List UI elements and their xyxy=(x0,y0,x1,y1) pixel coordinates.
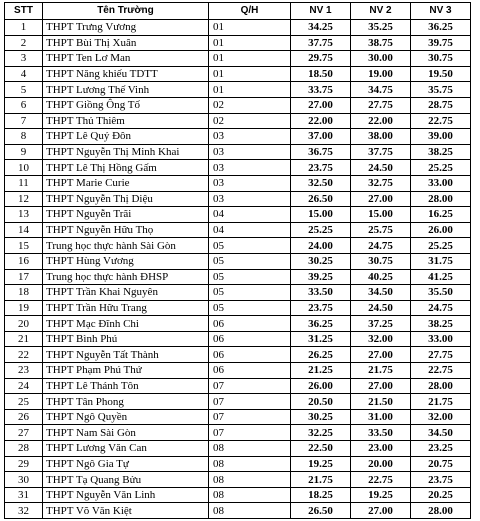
cell-stt: 21 xyxy=(5,331,43,347)
cell-school-name: THPT Trần Khai Nguyên xyxy=(43,285,209,301)
cell-nv2: 27.00 xyxy=(351,503,411,519)
cell-nv1: 33.75 xyxy=(291,82,351,98)
cell-nv2: 30.00 xyxy=(351,51,411,67)
cell-nv2: 33.50 xyxy=(351,425,411,441)
cell-district: 08 xyxy=(209,472,291,488)
cell-stt: 24 xyxy=(5,378,43,394)
cell-nv2: 31.00 xyxy=(351,409,411,425)
table-row xyxy=(5,253,471,269)
cell-district: 03 xyxy=(209,160,291,176)
cell-nv1: 25.25 xyxy=(291,222,351,238)
cell-nv1: 21.75 xyxy=(291,472,351,488)
cell-school-name: THPT Marie Curie xyxy=(43,175,209,191)
cell-nv3: 39.75 xyxy=(411,35,471,51)
cell-school-name: THPT Nguyễn Thị Diệu xyxy=(43,191,209,207)
cell-stt: 4 xyxy=(5,66,43,82)
cell-nv1: 36.25 xyxy=(291,316,351,332)
cell-nv2: 24.75 xyxy=(351,238,411,254)
cell-district: 02 xyxy=(209,113,291,129)
cell-nv1: 36.75 xyxy=(291,144,351,160)
cell-district: 01 xyxy=(209,82,291,98)
cell-stt: 26 xyxy=(5,409,43,425)
table-row xyxy=(5,472,471,488)
cell-stt: 1 xyxy=(5,20,43,36)
cell-district: 06 xyxy=(209,363,291,379)
cell-school-name: THPT Trần Hữu Trang xyxy=(43,300,209,316)
cell-nv3: 19.50 xyxy=(411,66,471,82)
cell-district: 05 xyxy=(209,253,291,269)
cell-nv2: 32.00 xyxy=(351,331,411,347)
table-row xyxy=(5,191,471,207)
cell-nv3: 39.00 xyxy=(411,129,471,145)
table-row xyxy=(5,503,471,519)
cell-district: 07 xyxy=(209,409,291,425)
cell-district: 07 xyxy=(209,394,291,410)
cell-district: 04 xyxy=(209,207,291,223)
cell-nv2: 15.00 xyxy=(351,207,411,223)
cell-nv3: 33.00 xyxy=(411,175,471,191)
table-row xyxy=(5,409,471,425)
cell-stt: 5 xyxy=(5,82,43,98)
cell-school-name: THPT Nam Sài Gòn xyxy=(43,425,209,441)
cell-nv2: 27.75 xyxy=(351,97,411,113)
cell-nv2: 27.00 xyxy=(351,378,411,394)
cell-stt: 22 xyxy=(5,347,43,363)
cell-nv2: 22.00 xyxy=(351,113,411,129)
cell-nv1: 26.00 xyxy=(291,378,351,394)
table-row xyxy=(5,144,471,160)
cell-nv3: 16.25 xyxy=(411,207,471,223)
cell-nv1: 29.75 xyxy=(291,51,351,67)
cell-stt: 11 xyxy=(5,175,43,191)
cell-stt: 14 xyxy=(5,222,43,238)
cell-nv3: 20.75 xyxy=(411,456,471,472)
table-row xyxy=(5,394,471,410)
cell-school-name: Trung học thực hành ĐHSP xyxy=(43,269,209,285)
cell-district: 07 xyxy=(209,425,291,441)
cell-district: 08 xyxy=(209,487,291,503)
cell-nv3: 35.75 xyxy=(411,82,471,98)
cell-stt: 6 xyxy=(5,97,43,113)
table-row xyxy=(5,285,471,301)
table-row xyxy=(5,363,471,379)
table-row xyxy=(5,269,471,285)
cell-stt: 9 xyxy=(5,144,43,160)
cell-nv3: 23.25 xyxy=(411,441,471,457)
table-row xyxy=(5,113,471,129)
cell-school-name: THPT Phạm Phú Thứ xyxy=(43,363,209,379)
cell-nv2: 27.00 xyxy=(351,191,411,207)
header-stt: STT xyxy=(5,3,43,20)
cell-district: 04 xyxy=(209,222,291,238)
cell-school-name: THPT Tạ Quang Bửu xyxy=(43,472,209,488)
cell-stt: 18 xyxy=(5,285,43,301)
cell-nv3: 30.75 xyxy=(411,51,471,67)
cell-nv1: 19.25 xyxy=(291,456,351,472)
table-row xyxy=(5,207,471,223)
cell-nv2: 30.75 xyxy=(351,253,411,269)
cell-school-name: THPT Lê Thị Hồng Gấm xyxy=(43,160,209,176)
cell-stt: 19 xyxy=(5,300,43,316)
cell-nv3: 23.75 xyxy=(411,472,471,488)
cell-school-name: THPT Lê Quý Đôn xyxy=(43,129,209,145)
cell-nv2: 24.50 xyxy=(351,160,411,176)
cell-district: 02 xyxy=(209,97,291,113)
cell-district: 05 xyxy=(209,300,291,316)
cell-nv3: 28.00 xyxy=(411,191,471,207)
cell-nv3: 25.25 xyxy=(411,238,471,254)
cell-stt: 28 xyxy=(5,441,43,457)
cell-nv3: 38.25 xyxy=(411,144,471,160)
cell-nv1: 26.25 xyxy=(291,347,351,363)
cell-school-name: THPT Hùng Vương xyxy=(43,253,209,269)
cell-stt: 10 xyxy=(5,160,43,176)
cell-nv3: 28.00 xyxy=(411,503,471,519)
cell-nv2: 34.75 xyxy=(351,82,411,98)
cell-nv2: 38.00 xyxy=(351,129,411,145)
cell-district: 01 xyxy=(209,51,291,67)
cell-nv1: 22.00 xyxy=(291,113,351,129)
cell-stt: 16 xyxy=(5,253,43,269)
cell-school-name: THPT Năng khiếu TDTT xyxy=(43,66,209,82)
cell-nv1: 24.00 xyxy=(291,238,351,254)
cell-school-name: THPT Nguyễn Thị Minh Khai xyxy=(43,144,209,160)
cell-district: 01 xyxy=(209,20,291,36)
table-row xyxy=(5,175,471,191)
cell-district: 08 xyxy=(209,503,291,519)
cell-nv1: 27.00 xyxy=(291,97,351,113)
cell-nv2: 23.00 xyxy=(351,441,411,457)
cell-nv2: 38.75 xyxy=(351,35,411,51)
cell-nv3: 28.75 xyxy=(411,97,471,113)
cell-district: 05 xyxy=(209,269,291,285)
cell-nv3: 27.75 xyxy=(411,347,471,363)
cell-school-name: THPT Nguyễn Tất Thành xyxy=(43,347,209,363)
cell-district: 01 xyxy=(209,35,291,51)
table-row xyxy=(5,456,471,472)
header-school-name: Tên Trường xyxy=(43,3,209,20)
cell-nv1: 37.75 xyxy=(291,35,351,51)
cell-nv1: 39.25 xyxy=(291,269,351,285)
cell-nv3: 21.75 xyxy=(411,394,471,410)
cell-stt: 17 xyxy=(5,269,43,285)
cell-nv2: 24.50 xyxy=(351,300,411,316)
cell-nv1: 15.00 xyxy=(291,207,351,223)
table-row xyxy=(5,51,471,67)
table-row xyxy=(5,160,471,176)
cell-nv3: 26.00 xyxy=(411,222,471,238)
cell-school-name: THPT Ngô Gia Tự xyxy=(43,456,209,472)
cell-nv3: 34.50 xyxy=(411,425,471,441)
cell-school-name: THPT Giồng Ông Tố xyxy=(43,97,209,113)
table-body xyxy=(5,20,471,519)
cell-district: 06 xyxy=(209,316,291,332)
cell-nv3: 28.00 xyxy=(411,378,471,394)
cell-nv2: 21.75 xyxy=(351,363,411,379)
cell-nv1: 18.25 xyxy=(291,487,351,503)
cell-nv1: 23.75 xyxy=(291,300,351,316)
cell-district: 03 xyxy=(209,175,291,191)
cell-stt: 30 xyxy=(5,472,43,488)
header-nv1: NV 1 xyxy=(291,3,351,20)
table-row xyxy=(5,82,471,98)
cell-nv1: 18.50 xyxy=(291,66,351,82)
cell-nv1: 32.25 xyxy=(291,425,351,441)
cell-school-name: THPT Ten Lơ Man xyxy=(43,51,209,67)
cell-stt: 31 xyxy=(5,487,43,503)
score-table-container xyxy=(4,2,471,519)
table-row xyxy=(5,378,471,394)
cell-district: 08 xyxy=(209,441,291,457)
cell-school-name: THPT Lương Thế Vinh xyxy=(43,82,209,98)
cell-school-name: THPT Bình Phú xyxy=(43,331,209,347)
table-row xyxy=(5,425,471,441)
table-row xyxy=(5,238,471,254)
cell-stt: 2 xyxy=(5,35,43,51)
cell-nv1: 23.75 xyxy=(291,160,351,176)
cell-nv3: 32.00 xyxy=(411,409,471,425)
cell-school-name: THPT Nguyễn Trãi xyxy=(43,207,209,223)
cell-nv1: 33.50 xyxy=(291,285,351,301)
cell-district: 01 xyxy=(209,66,291,82)
table-row xyxy=(5,20,471,36)
cell-stt: 27 xyxy=(5,425,43,441)
table-row xyxy=(5,35,471,51)
cell-nv3: 31.75 xyxy=(411,253,471,269)
cell-nv3: 38.25 xyxy=(411,316,471,332)
cell-school-name: THPT Võ Văn Kiệt xyxy=(43,503,209,519)
header-row xyxy=(5,3,471,20)
cell-nv2: 34.50 xyxy=(351,285,411,301)
cell-nv3: 24.75 xyxy=(411,300,471,316)
cell-nv2: 20.00 xyxy=(351,456,411,472)
header-nv2: NV 2 xyxy=(351,3,411,20)
cell-nv2: 32.75 xyxy=(351,175,411,191)
cell-stt: 8 xyxy=(5,129,43,145)
cell-nv1: 31.25 xyxy=(291,331,351,347)
cell-nv3: 33.00 xyxy=(411,331,471,347)
cell-nv3: 22.75 xyxy=(411,113,471,129)
cell-school-name: Trung học thực hành Sài Gòn xyxy=(43,238,209,254)
cell-school-name: THPT Bùi Thị Xuân xyxy=(43,35,209,51)
cell-school-name: THPT Trưng Vương xyxy=(43,20,209,36)
cell-nv3: 36.25 xyxy=(411,20,471,36)
cell-district: 06 xyxy=(209,331,291,347)
cell-district: 05 xyxy=(209,238,291,254)
table-row xyxy=(5,66,471,82)
cell-stt: 13 xyxy=(5,207,43,223)
cell-nv2: 37.75 xyxy=(351,144,411,160)
cell-nv2: 19.00 xyxy=(351,66,411,82)
cell-school-name: THPT Tân Phong xyxy=(43,394,209,410)
cell-stt: 7 xyxy=(5,113,43,129)
cell-district: 06 xyxy=(209,347,291,363)
table-row xyxy=(5,347,471,363)
cell-district: 07 xyxy=(209,378,291,394)
cell-district: 03 xyxy=(209,191,291,207)
cell-nv1: 20.50 xyxy=(291,394,351,410)
cell-stt: 15 xyxy=(5,238,43,254)
cell-nv2: 25.75 xyxy=(351,222,411,238)
cell-school-name: THPT Nguyễn Văn Linh xyxy=(43,487,209,503)
cell-nv1: 30.25 xyxy=(291,253,351,269)
cell-nv3: 41.25 xyxy=(411,269,471,285)
cell-school-name: THPT Thủ Thiêm xyxy=(43,113,209,129)
table-row xyxy=(5,222,471,238)
cell-stt: 20 xyxy=(5,316,43,332)
cell-school-name: THPT Lương Văn Can xyxy=(43,441,209,457)
cell-nv2: 27.00 xyxy=(351,347,411,363)
cell-nv3: 20.25 xyxy=(411,487,471,503)
table-row xyxy=(5,97,471,113)
table-row xyxy=(5,487,471,503)
cell-district: 03 xyxy=(209,129,291,145)
cell-nv2: 40.25 xyxy=(351,269,411,285)
cell-district: 03 xyxy=(209,144,291,160)
cell-nv3: 35.50 xyxy=(411,285,471,301)
table-row xyxy=(5,129,471,145)
cell-nv1: 22.50 xyxy=(291,441,351,457)
cell-nv2: 22.75 xyxy=(351,472,411,488)
cell-district: 08 xyxy=(209,456,291,472)
cell-nv3: 25.25 xyxy=(411,160,471,176)
cell-nv2: 19.25 xyxy=(351,487,411,503)
table-row xyxy=(5,331,471,347)
cell-nv2: 35.25 xyxy=(351,20,411,36)
cell-stt: 3 xyxy=(5,51,43,67)
cell-nv2: 37.25 xyxy=(351,316,411,332)
table-row xyxy=(5,316,471,332)
table-row xyxy=(5,441,471,457)
cell-nv2: 21.50 xyxy=(351,394,411,410)
cell-nv3: 22.75 xyxy=(411,363,471,379)
cell-stt: 23 xyxy=(5,363,43,379)
cell-stt: 29 xyxy=(5,456,43,472)
cell-school-name: THPT Nguyễn Hữu Thọ xyxy=(43,222,209,238)
cell-school-name: THPT Mạc Đĩnh Chi xyxy=(43,316,209,332)
header-district: Q/H xyxy=(209,3,291,20)
cell-nv1: 37.00 xyxy=(291,129,351,145)
cell-nv1: 26.50 xyxy=(291,503,351,519)
cell-nv1: 26.50 xyxy=(291,191,351,207)
cell-stt: 12 xyxy=(5,191,43,207)
cell-nv1: 21.25 xyxy=(291,363,351,379)
cell-school-name: THPT Ngô Quyền xyxy=(43,409,209,425)
header-nv3: NV 3 xyxy=(411,3,471,20)
score-table xyxy=(4,2,471,519)
cell-nv1: 34.25 xyxy=(291,20,351,36)
cell-nv1: 32.50 xyxy=(291,175,351,191)
cell-stt: 32 xyxy=(5,503,43,519)
cell-district: 05 xyxy=(209,285,291,301)
cell-stt: 25 xyxy=(5,394,43,410)
table-row xyxy=(5,300,471,316)
cell-school-name: THPT Lê Thánh Tôn xyxy=(43,378,209,394)
cell-nv1: 30.25 xyxy=(291,409,351,425)
